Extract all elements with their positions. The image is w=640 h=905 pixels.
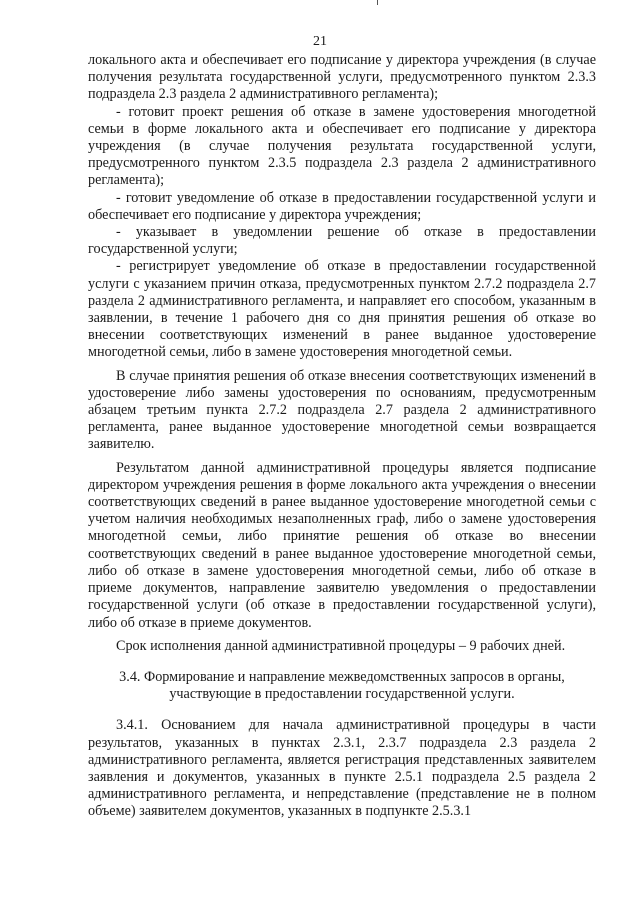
paragraph: 3.4.1. Основанием для начала административной процедуры в части результатов, указанных в пунктах 2.3.1, 2.3.7 подраздела 2.3 раздела 2 административного регламента, является регистрация представленных заявителем заявления и документов, указанных в пункте 2.5.1 подраздела 2.5 раздела 2 административного регламента, и непредставление (представление не в полном объеме) заявителем документов, указанных в подпункте 2.5.3.1 <box>88 717 596 820</box>
paragraph: Результатом данной административной процедуры является подписание директором учреждения решения в форме локального акта учреждения о внесении соответствующих сведений в ранее выданное удостоверение многодетной семьи с учетом наличия необходимых незаполненных граф, либо о замене удостоверения многодетной семьи, либо принятие решения об отказе во внесении соответствующих сведений в ранее выданное удостоверение многодетной семьи, либо об отказе в замене удостоверения многодетной семьи, либо об отказе в приеме документов, направление заявителю уведомления о предоставлении государственной услуги (об отказе в предоставлении государственной услуги), либо об отказе в приеме документов. <box>88 459 596 631</box>
page-number: 21 <box>313 34 327 49</box>
paragraph-continuation: локального акта и обеспечивает его подписание у директора учреждения (в случае получения результата государственной услуги, предусмотренного пунктом 2.3.3 подраздела 2.3 раздела 2 административного регламента); <box>88 52 596 103</box>
page-body <box>88 52 596 821</box>
scan-mark <box>377 0 378 5</box>
paragraph-list-item: - готовит проект решения об отказе в замене удостоверения многодетной семьи в форме локального акта и обеспечивает его подписание у директора учреждения (в случае получения результата государственной услуги, предусмотренного пунктом 2.3.5 подраздела 2.3 раздела 2 административного регламента); <box>88 103 596 189</box>
paragraph-list-item: - регистрирует уведомление об отказе в предоставлении государственной услуги с указанием причин отказа, предусмотренных пунктом 2.7.2 подраздела 2.7 раздела 2 административного регламента, и направляет его способом, указанным в заявлении, в течение 1 рабочего дня со дня принятия решения об отказе во внесении соответствующих изменений в ранее выданное удостоверение многодетной семьи, либо в замене удостоверения многодетной семьи. <box>88 258 596 361</box>
paragraph-list-item: - указывает в уведомлении решение об отказе в предоставлении государственной услуги; <box>88 224 596 258</box>
paragraph-list-item: - готовит уведомление об отказе в предоставлении государственной услуги и обеспечивает его подписание у директора учреждения; <box>88 189 596 223</box>
paragraph: В случае принятия решения об отказе внесения соответствующих изменений в удостоверение либо замены удостоверения по основаниям, предусмотренным абзацем третьим пункта 2.7.2 подраздела 2.7 раздела 2 административного регламента, ранее выданное удостоверение многодетной семьи возвращается заявителю. <box>88 367 596 453</box>
paragraph: Срок исполнения данной административной процедуры – 9 рабочих дней. <box>116 637 566 654</box>
section-heading: 3.4. Формирование и направление межведомственных запросов в органы, участвующие в предоставлении государственной услуги. <box>119 668 565 703</box>
